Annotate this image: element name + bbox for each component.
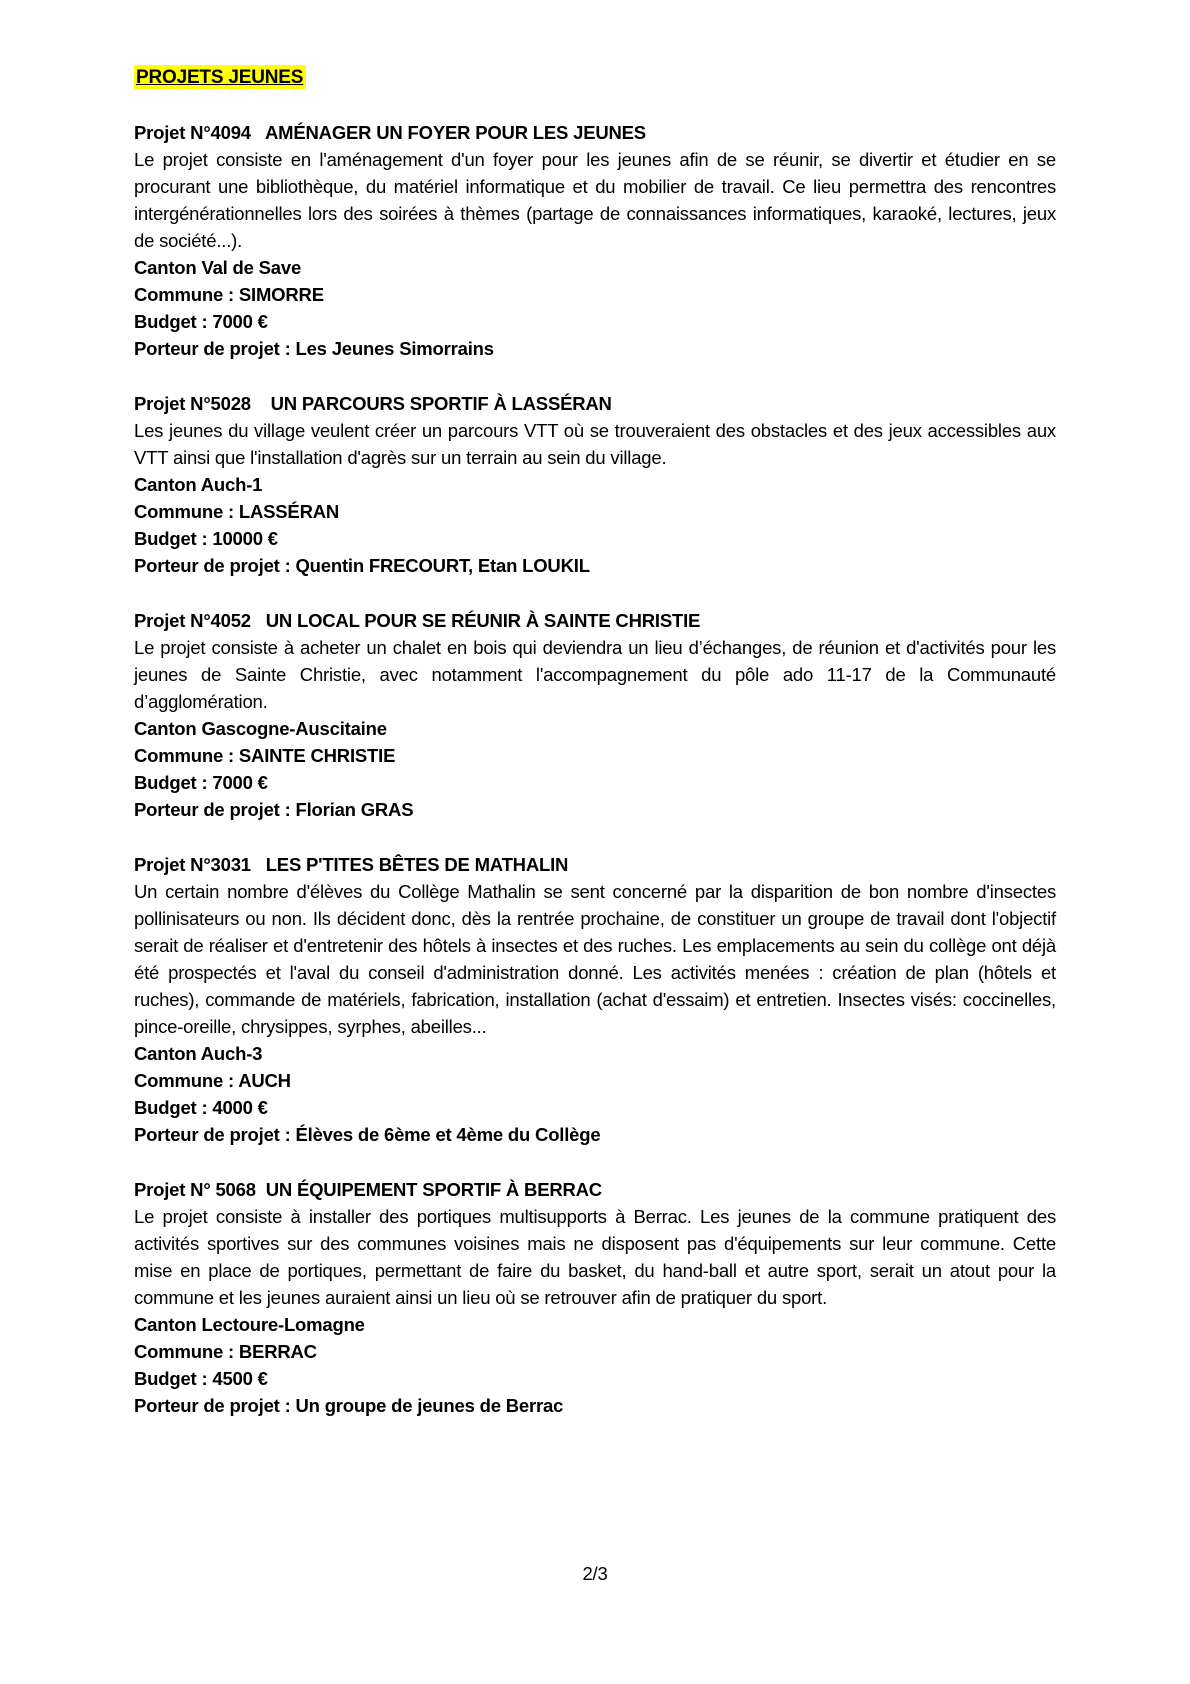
document-content — [134, 64, 1056, 1419]
project-canton: Canton Val de Save — [134, 257, 302, 278]
section-heading — [134, 64, 1056, 91]
page-number: 2/3 — [582, 1563, 608, 1584]
project-budget: Budget : 7000 € — [134, 311, 268, 332]
project-commune: Commune : AUCH — [134, 1070, 291, 1091]
project-porteur: Porteur de projet : Élèves de 6ème et 4ème du Collège — [134, 1124, 601, 1145]
project-canton: Canton Auch-3 — [134, 1043, 263, 1064]
project-description: Le projet consiste à installer des portiques multisupports à Berrac. Les jeunes de la commune pratiquent des activités sportives sur des communes voisines mais ne disposent pas d'équipements sur leur commune. Cette mise en place de portiques, permettant de faire du basket, du hand-ball et autre sport, serait un atout pour la commune et les jeunes auraient ainsi un lieu où se retrouver afin de pratiquer du sport. — [134, 1206, 1056, 1308]
project-budget: Budget : 7000 € — [134, 772, 268, 793]
project-canton: Canton Gascogne-Auscitaine — [134, 718, 387, 739]
project-entry-4052 — [134, 607, 1056, 823]
project-entry-3031 — [134, 851, 1056, 1148]
project-budget: Budget : 4000 € — [134, 1097, 268, 1118]
project-title: Projet N°3031 LES P'TITES BÊTES DE MATHALIN — [134, 854, 569, 875]
project-budget: Budget : 10000 € — [134, 528, 278, 549]
project-description: Un certain nombre d'élèves du Collège Mathalin se sent concerné par la disparition de bon nombre d'insectes pollinisateurs ou non. Ils décident donc, dès la rentrée prochaine, de constituer un groupe de travail dont l'objectif serait de réaliser et d'entretenir des hôtels à insectes et des ruches. Les emplacements au sein du collège ont déjà été prospectés et l'aval du conseil d'administration donné. Les activités menées : création de plan (hôtels et ruches), commande de matériels, fabrication, installation (achat d'essaim) et entretien. Insectes visés: coccinelles, pince-oreille, chrysippes, syrphes, abeilles... — [134, 881, 1056, 1037]
project-entry-4094 — [134, 119, 1056, 362]
project-canton: Canton Auch-1 — [134, 474, 263, 495]
project-commune: Commune : SIMORRE — [134, 284, 324, 305]
project-title: Projet N°4094 AMÉNAGER UN FOYER POUR LES JEUNES — [134, 122, 646, 143]
project-description: Le projet consiste en l'aménagement d'un foyer pour les jeunes afin de se réunir, se divertir et étudier en se procurant une bibliothèque, du matériel informatique et du mobilier de travail. Ce lieu permettra des rencontres intergénérationnelles lors des soirées à thèmes (partage de connaissances informatiques, karaoké, lectures, jeux de société...). — [134, 149, 1056, 251]
project-description: Le projet consiste à acheter un chalet en bois qui deviendra un lieu d’échanges, de réunion et d'activités pour les jeunes de Sainte Christie, avec notamment l'accompagnement du pôle ado 11-17 de la Communauté d’agglomération. — [134, 637, 1056, 712]
project-porteur: Porteur de projet : Les Jeunes Simorrains — [134, 338, 494, 359]
project-title: Projet N°5028 UN PARCOURS SPORTIF À LASSÉRAN — [134, 393, 612, 414]
project-porteur: Porteur de projet : Quentin FRECOURT, Etan LOUKIL — [134, 555, 590, 576]
project-commune: Commune : SAINTE CHRISTIE — [134, 745, 396, 766]
project-commune: Commune : LASSÉRAN — [134, 501, 340, 522]
project-porteur: Porteur de projet : Florian GRAS — [134, 799, 414, 820]
project-porteur: Porteur de projet : Un groupe de jeunes de Berrac — [134, 1395, 564, 1416]
section-heading-highlight: PROJETS JEUNES — [134, 65, 306, 89]
project-title: Projet N°4052 UN LOCAL POUR SE RÉUNIR À SAINTE CHRISTIE — [134, 610, 701, 631]
project-title: Projet N° 5068 UN ÉQUIPEMENT SPORTIF À BERRAC — [134, 1179, 602, 1200]
project-description: Les jeunes du village veulent créer un parcours VTT où se trouveraient des obstacles et des jeux accessibles aux VTT ainsi que l'installation d'agrès sur un terrain au sein du village. — [134, 420, 1056, 468]
project-entry-5068 — [134, 1176, 1056, 1419]
project-canton: Canton Lectoure-Lomagne — [134, 1314, 365, 1335]
project-budget: Budget : 4500 € — [134, 1368, 268, 1389]
project-entry-5028 — [134, 390, 1056, 579]
project-commune: Commune : BERRAC — [134, 1341, 317, 1362]
